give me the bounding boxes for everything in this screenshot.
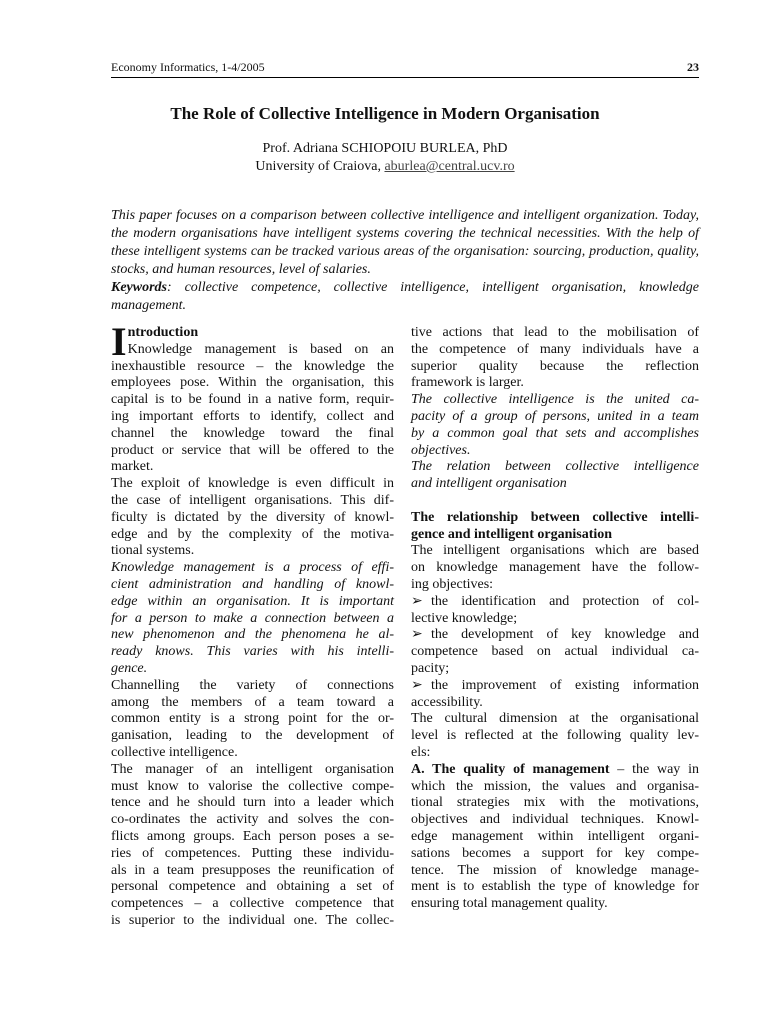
arrow-bullet-icon: ➢ (411, 627, 423, 643)
text-line: Knowledge management is based on an (127, 341, 394, 357)
paragraph (411, 392, 699, 459)
text-line: lective knowledge; (411, 610, 518, 626)
affiliation: University of Craiova, (255, 159, 381, 174)
text-line: and intelligent organisation (411, 476, 567, 492)
text-line: gence and intelligent organisation (411, 526, 613, 542)
paragraph (411, 325, 699, 392)
text-line: Knowledge management is a process of effi- (111, 560, 394, 576)
left-column (111, 319, 394, 930)
text-line (411, 627, 699, 644)
text-line: personal competence and obtaining a set of (111, 879, 394, 895)
drop-cap: I (111, 319, 127, 364)
text-line: The relation between collective intelligence (411, 459, 699, 475)
author-block (0, 140, 770, 176)
text-line: among the members of a team toward a (111, 694, 394, 710)
text-line: must know to valorise the collective compe- (111, 778, 394, 794)
paragraph (411, 543, 699, 593)
text-line: objectives and individual techniques. Knowl- (411, 812, 699, 828)
run-in-heading: A. The quality of management (411, 761, 610, 777)
text-line: inexhaustible resource – the knowledge the (111, 358, 394, 374)
text-line: accessibility. (411, 694, 483, 710)
paragraph (411, 594, 699, 628)
text-line: ready knows. This varies with his intelli- (111, 644, 394, 660)
text-line: channel the knowledge toward the final (111, 425, 394, 441)
text-line: new phenomenon and the phenomena he al- (111, 627, 394, 643)
text-line: which the mission, the values and organisa- (411, 778, 699, 794)
text-line: competence based on actual individual ca- (411, 644, 699, 660)
text-line: The cultural dimension at the organisational (411, 711, 699, 727)
paragraph (111, 342, 394, 476)
text-line: collective intelligence. (111, 744, 238, 760)
text-line: edge management within intelligent organi- (411, 828, 699, 844)
paragraph (411, 459, 699, 493)
email-link[interactable]: aburlea@central.ucv.ro (384, 159, 515, 174)
paragraph (411, 627, 699, 677)
text-line: edge within an organisation. It is important (111, 593, 394, 609)
line-text: the identification and protection of col- (431, 593, 699, 609)
paragraph (111, 678, 394, 762)
text-line: tive actions that lead to the mobilisation of (411, 325, 699, 340)
header-rule (111, 77, 699, 78)
text-line: is superior to the individual one. The collec- (111, 912, 394, 928)
paragraph (111, 476, 394, 560)
text-line: objectives. (411, 442, 471, 458)
text-line: market. (111, 459, 154, 475)
paragraph (411, 762, 699, 913)
paragraph (411, 510, 699, 544)
arrow-bullet-icon: ➢ (411, 593, 423, 609)
text-line: capital is to be found in a native form, requir- (111, 392, 394, 408)
arrow-bullet-icon: ➢ (411, 677, 423, 693)
line-text: – the way in (609, 761, 699, 777)
line-text: the development of key knowledge and (431, 627, 699, 643)
text-line: by a common goal that sets and accomplishes (411, 425, 699, 441)
text-line: ensuring total management quality. (411, 896, 608, 912)
text-line: Channelling the variety of connections (111, 677, 394, 693)
text-line: tional strategies mix with the motivations, (411, 795, 699, 811)
text-line (411, 594, 699, 611)
text-line: tence. The mission of knowledge manage- (411, 862, 699, 878)
text-line: ficulty is dictated by the diversity of knowl- (111, 509, 394, 525)
text-line: tional systems. (111, 543, 195, 559)
text-line (411, 678, 699, 695)
text-line: superior quality because the reflection (411, 358, 699, 374)
text-line: ing objectives: (411, 576, 494, 592)
text-line: pacity of a group of persons, united in a team (411, 408, 699, 424)
paper-title: The Role of Collective Intelligence in Modern Organisation (170, 104, 600, 123)
text-line: level is reflected at the following quality lev- (411, 728, 699, 744)
spacer (411, 493, 699, 510)
paragraph (111, 762, 394, 930)
text-line: framework is larger. (411, 375, 524, 391)
text-line: employees pose. Within the organisation, this (111, 375, 394, 391)
author-name: Prof. Adriana SCHIOPOIU BURLEA, PhD (262, 141, 508, 156)
page-number: 23 (687, 60, 699, 74)
text-line: The relationship between collective intelli- (411, 509, 699, 525)
text-line: ment is to establish the type of knowledge for (411, 879, 699, 895)
right-column (411, 325, 699, 913)
text-line: sations becomes a support for key compe- (411, 845, 699, 861)
text-line: product or service that will be offered to the (111, 442, 394, 458)
section-heading-introduction: ntroduction (127, 325, 199, 340)
text-line: els: (411, 744, 431, 760)
text-line: common entity is a strong point for the or- (111, 711, 394, 727)
text-line: tence and he should turn into a leader which (111, 795, 394, 811)
text-line: gence. (111, 660, 148, 676)
paragraph (111, 560, 394, 678)
text-line: for a person to make a connection between a (111, 610, 394, 626)
text-line: The exploit of knowledge is even difficult in (111, 476, 394, 492)
text-line: the case of intelligent organisations. This dif- (111, 492, 394, 508)
keywords-label: Keywords (111, 280, 167, 295)
text-line: flicts among groups. Each person poses a se- (111, 828, 394, 844)
text-line: the competence of many individuals have a (411, 341, 699, 357)
affiliation-line (0, 158, 770, 176)
keywords: : collective competence, collective intelligence, intelligent organisation, knowledge management. (111, 280, 699, 313)
text-line: on knowledge management have the follow- (411, 560, 699, 576)
text-line: ganisation, leading to the development of (111, 728, 394, 744)
text-line: The collective intelligence is the united ca- (411, 392, 699, 408)
journal-name: Economy Informatics, 1-4/2005 (111, 60, 265, 74)
text-line: pacity; (411, 660, 450, 676)
paragraph (411, 711, 699, 761)
text-line: co-ordinates the activity and solves the con- (111, 812, 394, 828)
text-line: ing important efforts to identify, collect and (111, 408, 394, 424)
abstract-text: This paper focuses on a comparison between collective intelligence and intelligent organization. Today, the modern organisations have intelligent systems covering the technical necessities. With the help of these intelligent systems can be tracked various areas of the organisation: sourcing, production, quality, stocks, and human resources, level of salaries. (111, 208, 699, 277)
text-line: als in a team presupposes the reunification of (111, 862, 394, 878)
text-line: The manager of an intelligent organisation (111, 761, 394, 777)
text-line: ries of competences. Putting these individu- (111, 845, 394, 861)
line-text: the improvement of existing information (431, 677, 699, 693)
text-line: competences – a collective competence that (111, 896, 394, 912)
paragraph (411, 678, 699, 712)
abstract (111, 207, 699, 315)
text-line (411, 762, 699, 779)
text-line: edge and by the complexity of the motiva- (111, 526, 394, 542)
text-line: The intelligent organisations which are based (411, 543, 699, 559)
text-line: cient administration and handling of knowl- (111, 576, 394, 592)
